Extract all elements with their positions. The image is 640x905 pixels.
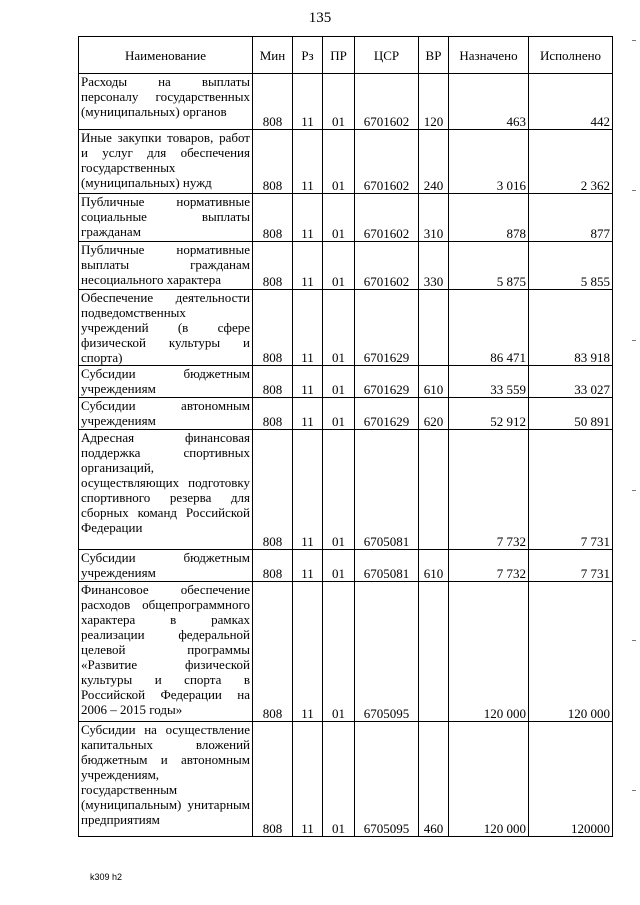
row-rz: 11	[293, 430, 323, 550]
row-executed: 120 000	[529, 582, 613, 722]
row-csr: 6701602	[355, 74, 419, 130]
row-name: Публичные нормативные выплаты гражданам несоциального характера	[79, 242, 253, 290]
row-assigned: 52 912	[449, 398, 529, 430]
row-vr: 330	[419, 242, 449, 290]
col-header-executed: Исполнено	[529, 37, 613, 74]
row-pr: 01	[323, 130, 355, 194]
row-rz: 11	[293, 366, 323, 398]
row-min: 808	[253, 366, 293, 398]
row-assigned: 878	[449, 194, 529, 242]
row-rz: 11	[293, 74, 323, 130]
row-name: Финансовое обеспечение расходов общепрограммного характера в рамках реализации федеральной целевой программы «Развитие физической культуры и спорта в Российской Федерации на 2006 – 2015 годы»	[79, 582, 253, 722]
row-name: Обеспечение деятельности подведомственных учреждений (в сфере физической культуры и спорта)	[79, 290, 253, 366]
row-executed: 7 731	[529, 550, 613, 582]
row-name: Субсидии бюджетным учреждениям	[79, 366, 253, 398]
row-csr: 6705081	[355, 430, 419, 550]
row-min: 808	[253, 74, 293, 130]
col-header-name: Наименование	[79, 37, 253, 74]
row-executed: 442	[529, 74, 613, 130]
row-assigned: 5 875	[449, 242, 529, 290]
row-vr: 610	[419, 550, 449, 582]
row-vr: 610	[419, 366, 449, 398]
row-csr: 6701602	[355, 194, 419, 242]
row-assigned: 86 471	[449, 290, 529, 366]
row-csr: 6705095	[355, 582, 419, 722]
row-rz: 11	[293, 398, 323, 430]
row-pr: 01	[323, 194, 355, 242]
row-vr	[419, 290, 449, 366]
col-header-vr: ВР	[419, 37, 449, 74]
table-row	[79, 550, 613, 582]
col-header-assigned: Назначено	[449, 37, 529, 74]
row-vr: 240	[419, 130, 449, 194]
row-name: Субсидии на осуществление капитальных вложений бюджетным и автономным учреждениям, государственным (муниципальным) унитарным предприятиям	[79, 722, 253, 837]
budget-table	[78, 36, 613, 837]
row-rz: 11	[293, 290, 323, 366]
row-csr: 6701629	[355, 398, 419, 430]
row-vr	[419, 582, 449, 722]
table-row	[79, 398, 613, 430]
row-min: 808	[253, 430, 293, 550]
table-row	[79, 130, 613, 194]
table-body	[79, 74, 613, 837]
row-executed: 33 027	[529, 366, 613, 398]
row-csr: 6705081	[355, 550, 419, 582]
row-pr: 01	[323, 242, 355, 290]
col-header-min: Мин	[253, 37, 293, 74]
table-row	[79, 582, 613, 722]
row-executed: 50 891	[529, 398, 613, 430]
row-name: Иные закупки товаров, работ и услуг для обеспечения государственных (муниципальных) нужд	[79, 130, 253, 194]
table-row	[79, 290, 613, 366]
row-executed: 120000	[529, 722, 613, 837]
table-row	[79, 194, 613, 242]
row-csr: 6705095	[355, 722, 419, 837]
row-executed: 83 918	[529, 290, 613, 366]
row-rz: 11	[293, 130, 323, 194]
row-vr	[419, 430, 449, 550]
row-vr: 620	[419, 398, 449, 430]
row-csr: 6701602	[355, 242, 419, 290]
row-pr: 01	[323, 430, 355, 550]
row-min: 808	[253, 550, 293, 582]
row-assigned: 463	[449, 74, 529, 130]
row-csr: 6701602	[355, 130, 419, 194]
table-row	[79, 242, 613, 290]
row-vr: 310	[419, 194, 449, 242]
row-min: 808	[253, 290, 293, 366]
row-executed: 877	[529, 194, 613, 242]
row-name: Субсидии бюджетным учреждениям	[79, 550, 253, 582]
row-min: 808	[253, 398, 293, 430]
table-header-row	[79, 37, 613, 74]
row-pr: 01	[323, 290, 355, 366]
row-rz: 11	[293, 582, 323, 722]
row-pr: 01	[323, 366, 355, 398]
row-executed: 5 855	[529, 242, 613, 290]
col-header-csr: ЦСР	[355, 37, 419, 74]
row-executed: 7 731	[529, 430, 613, 550]
row-name: Адресная финансовая поддержка спортивных организаций, осуществляющих подготовку спортивного резерва для сборных команд Российской Федерации	[79, 430, 253, 550]
row-rz: 11	[293, 194, 323, 242]
row-name: Расходы на выплаты персоналу государственных (муниципальных) органов	[79, 74, 253, 130]
row-pr: 01	[323, 398, 355, 430]
row-min: 808	[253, 242, 293, 290]
row-csr: 6701629	[355, 290, 419, 366]
table-row	[79, 366, 613, 398]
row-name: Публичные нормативные социальные выплаты гражданам	[79, 194, 253, 242]
row-pr: 01	[323, 550, 355, 582]
row-min: 808	[253, 722, 293, 837]
col-header-pr: ПР	[323, 37, 355, 74]
row-rz: 11	[293, 242, 323, 290]
page-number: 135	[308, 10, 332, 26]
table-row	[79, 430, 613, 550]
row-assigned: 120 000	[449, 582, 529, 722]
row-vr: 120	[419, 74, 449, 130]
row-name: Субсидии автономным учреждениям	[79, 398, 253, 430]
row-executed: 2 362	[529, 130, 613, 194]
row-assigned: 33 559	[449, 366, 529, 398]
row-pr: 01	[323, 722, 355, 837]
row-assigned: 3 016	[449, 130, 529, 194]
table-row	[79, 74, 613, 130]
row-assigned: 7 732	[449, 430, 529, 550]
footer-code: k309 h2	[90, 872, 123, 882]
row-csr: 6701629	[355, 366, 419, 398]
row-min: 808	[253, 582, 293, 722]
row-vr: 460	[419, 722, 449, 837]
row-min: 808	[253, 194, 293, 242]
row-rz: 11	[293, 550, 323, 582]
col-header-rz: Рз	[293, 37, 323, 74]
row-pr: 01	[323, 582, 355, 722]
row-assigned: 120 000	[449, 722, 529, 837]
row-min: 808	[253, 130, 293, 194]
row-rz: 11	[293, 722, 323, 837]
table-row	[79, 722, 613, 837]
row-assigned: 7 732	[449, 550, 529, 582]
page-edge-marks	[630, 40, 636, 860]
row-pr: 01	[323, 74, 355, 130]
